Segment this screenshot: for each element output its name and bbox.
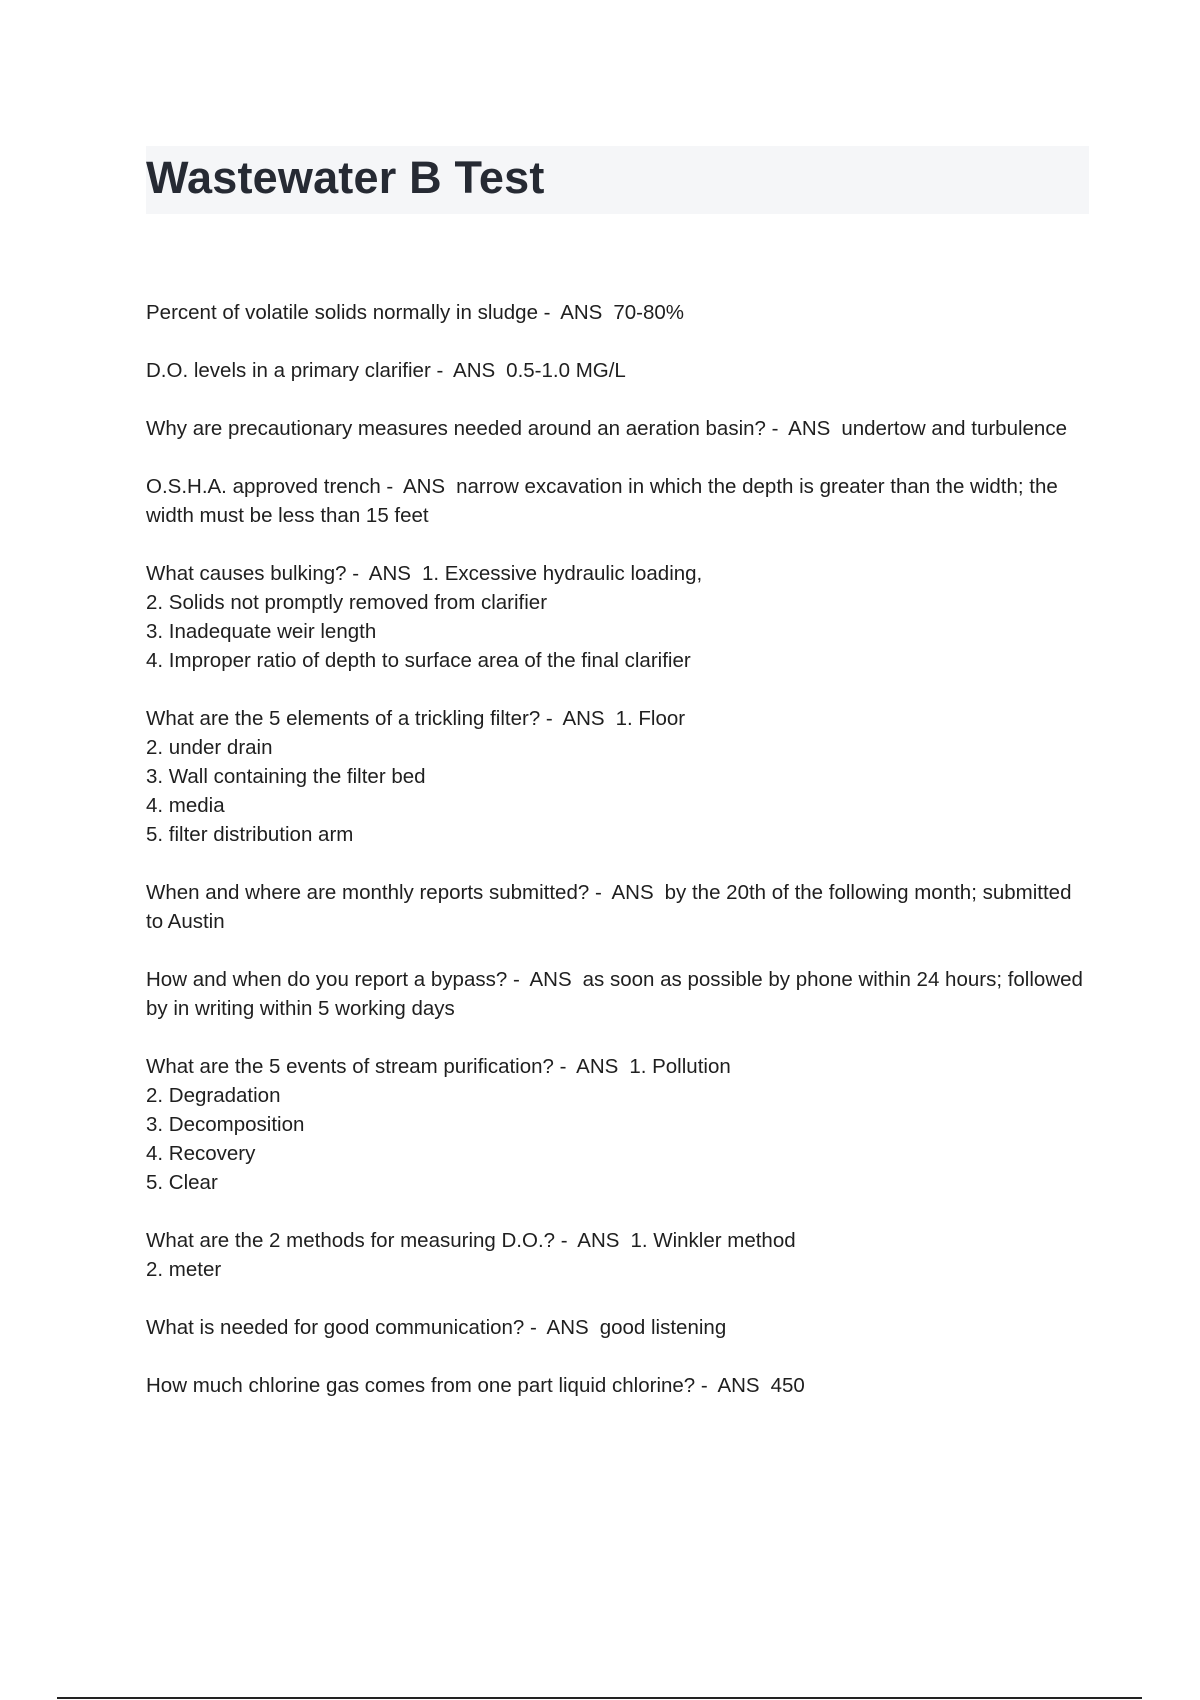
- ans-label: ANS: [546, 1316, 589, 1339]
- qa-item: [146, 965, 1089, 1023]
- ans-label: ANS: [717, 1374, 760, 1397]
- answer-text: 450: [770, 1374, 805, 1397]
- ans-label: ANS: [611, 881, 654, 904]
- ans-label: ANS: [562, 707, 605, 730]
- page-title: Wastewater B Test: [146, 152, 545, 203]
- qa-item: [146, 356, 1086, 385]
- answer-text: 1. Excessive hydraulic loading, 2. Solids not promptly removed from clarifier 3. Inadequate weir length 4. Improper ratio of depth to surface area of the final clarifier: [146, 562, 703, 672]
- ans-label: ANS: [368, 562, 411, 585]
- qa-item: [146, 704, 1086, 849]
- qa-item: [146, 414, 1086, 443]
- title-band: [146, 146, 1089, 214]
- answer-text: 1. Floor 2. under drain 3. Wall containing the filter bed 4. media 5. filter distribution arm: [146, 707, 686, 846]
- question-text: How and when do you report a bypass? -: [146, 968, 526, 991]
- qa-item: [146, 1226, 1086, 1284]
- qa-item: [146, 1313, 1086, 1342]
- question-text: Why are precautionary measures needed around an aeration basin? -: [146, 417, 785, 440]
- question-text: What are the 5 elements of a trickling filter? -: [146, 707, 559, 730]
- ans-label: ANS: [560, 301, 603, 324]
- answer-text: by the 20th of the following month; submitted to Austin: [146, 881, 1078, 933]
- ans-label: ANS: [453, 359, 496, 382]
- question-text: O.S.H.A. approved trench -: [146, 475, 399, 498]
- answer-text: as soon as possible by phone within 24 hours; followed by in writing within 5 working days: [146, 968, 1089, 1020]
- question-text: What is needed for good communication? -: [146, 1316, 543, 1339]
- ans-label: ANS: [529, 968, 572, 991]
- qa-item: [146, 1371, 1086, 1400]
- question-text: Percent of volatile solids normally in sludge -: [146, 301, 557, 324]
- answer-text: 0.5-1.0 MG/L: [506, 359, 626, 382]
- answer-text: undertow and turbulence: [841, 417, 1067, 440]
- qa-item: [146, 1052, 1086, 1197]
- question-text: What are the 2 methods for measuring D.O.? -: [146, 1229, 574, 1252]
- question-text: What are the 5 events of stream purification? -: [146, 1055, 573, 1078]
- question-text: How much chlorine gas comes from one part liquid chlorine? -: [146, 1374, 714, 1397]
- qa-item: [146, 559, 1086, 675]
- ans-label: ANS: [788, 417, 831, 440]
- answer-text: 1. Winkler method 2. meter: [146, 1229, 796, 1281]
- question-text: What causes bulking? -: [146, 562, 365, 585]
- ans-label: ANS: [402, 475, 446, 498]
- answer-text: 70-80%: [613, 301, 685, 324]
- qa-list: [146, 298, 1089, 1429]
- question-text: D.O. levels in a primary clarifier -: [146, 359, 450, 382]
- answer-text: 1. Pollution 2. Degradation 3. Decomposition 4. Recovery 5. Clear: [146, 1055, 731, 1194]
- qa-item: [146, 298, 1086, 327]
- footer-divider: [57, 1697, 1142, 1699]
- question-text: When and where are monthly reports submitted? -: [146, 881, 608, 904]
- answer-text: good listening: [599, 1316, 727, 1339]
- qa-item: [146, 472, 1086, 530]
- ans-label: ANS: [577, 1229, 620, 1252]
- qa-item: [146, 878, 1086, 936]
- ans-label: ANS: [576, 1055, 619, 1078]
- answer-text: narrow excavation in which the depth is greater than the width; the width must be less than 15 feet: [146, 475, 1064, 527]
